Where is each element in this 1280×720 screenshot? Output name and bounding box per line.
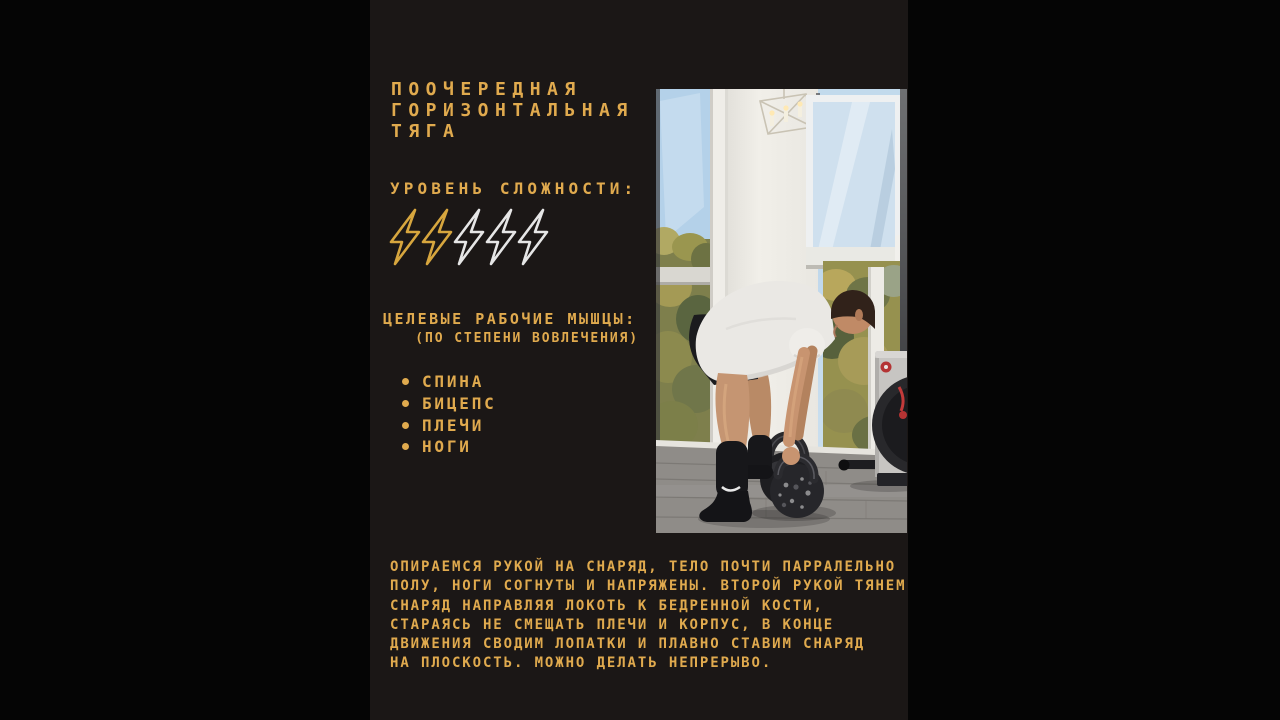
open-window-sash [806,95,904,269]
lightning-bolt-icon [483,208,519,266]
muscle-item: БИЦЕПС [402,393,497,415]
workout-card [370,0,908,720]
description-line: ДВИЖЕНИЯ СВОДИМ ЛОПАТКИ И ПЛАВНО СТАВИМ СНАРЯД [390,636,866,653]
description-line: СНАРЯД НАПРАВЛЯЯ ЛОКОТЬ К БЕДРЕННОЙ КОСТИ, [390,597,824,614]
muscle-item: СПИНА [402,371,497,393]
hand [782,447,800,465]
difficulty-label: УРОВЕНЬ СЛОЖНОСТИ: [390,179,638,198]
bullet-icon [402,378,409,385]
muscles-subheading: (ПО СТЕПЕНИ ВОВЛЕЧЕНИЯ) [415,331,639,346]
description-line: НА ПЛОСКОСТЬ. МОЖНО ДЕЛАТЬ НЕПРЕРЫВО. [390,655,773,672]
bullet-icon [402,443,409,450]
description-line: ОПИРАЕМСЯ РУКОЙ НА СНАРЯД, ТЕЛО ПОЧТИ ПАРРАЛЕЛЬНО [390,559,897,575]
difficulty-rating [387,208,547,266]
letterbox-left [0,0,370,720]
exercise-title-line: ТЯГА [391,121,461,142]
lightning-bolt-icon [387,208,423,266]
kettlebell-front [770,457,824,518]
exercise-title-line: ГОРИЗОНТАЛЬНАЯ [391,100,634,121]
muscles-heading-block [383,310,639,348]
exercise-title-line: ПООЧЕРЕДНАЯ [391,79,582,100]
exercise-photo-illustration [656,89,907,533]
lightning-bolt-icon [451,208,487,266]
muscles-heading: ЦЕЛЕВЫЕ РАБОЧИЕ МЫШЦЫ: [383,310,637,328]
lightning-bolt-icon [515,208,551,266]
exercise-photo [656,89,907,533]
lightning-bolt-icon [419,208,455,266]
bullet-icon [402,400,409,407]
description-line: ПОЛУ, НОГИ СОГНУТЫ И НАПРЯЖЕНЫ. ВТОРОЙ РУКОЙ ТЯНЕМ [390,578,907,595]
technique-description [390,558,910,674]
muscle-list [402,371,497,458]
description-line: СТАРАЯСЬ НЕ СМЕЩАТЬ ПЛЕЧИ И КОРПУС, В КОНЦЕ [390,616,835,633]
letterbox-right [908,0,1280,720]
muscle-item: ПЛЕЧИ [402,414,497,436]
bullet-icon [402,422,409,429]
muscle-item: НОГИ [402,436,497,458]
exercise-title [391,79,634,142]
